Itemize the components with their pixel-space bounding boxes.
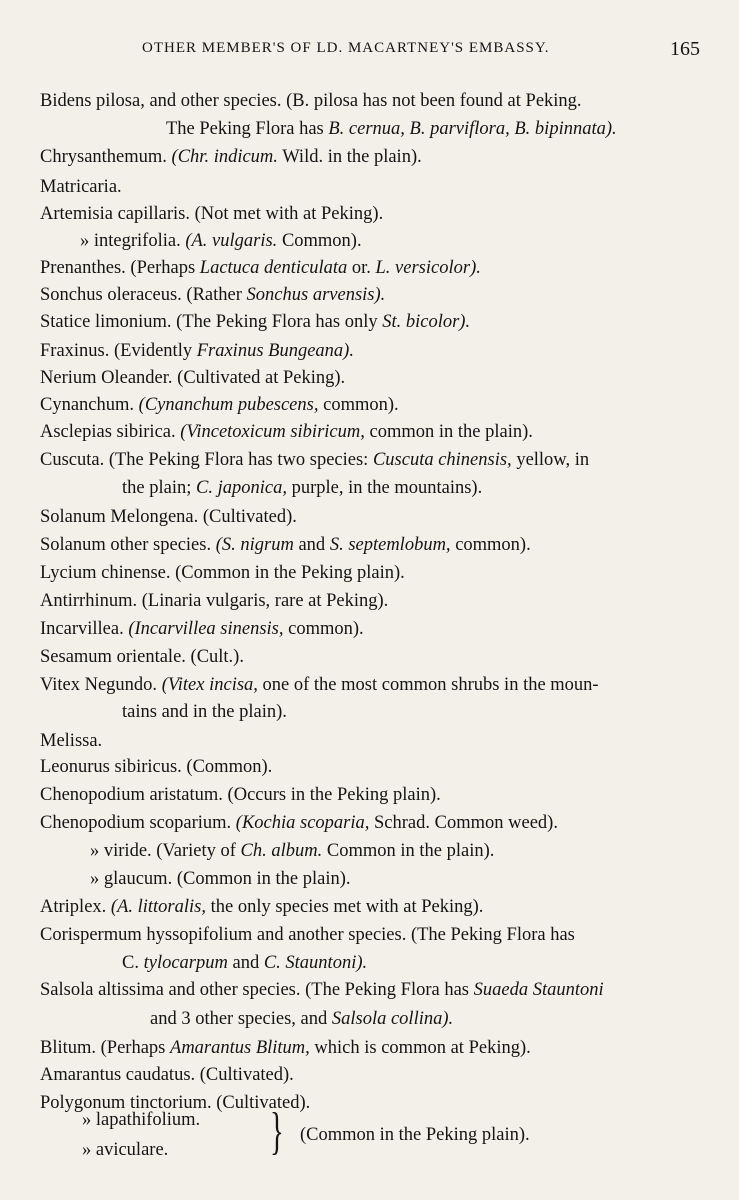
entry-artemisia-2 [80, 230, 362, 252]
entry-leonurus [40, 756, 272, 778]
text: tains and in the plain). [122, 702, 287, 722]
brace-note: (Common in the Peking plain). [300, 1125, 530, 1145]
text: The Peking Flora has [166, 119, 329, 139]
text: » viride. (Variety of [90, 841, 241, 861]
italic-text: Salsola collina). [331, 1009, 454, 1029]
text: common in the plain). [364, 422, 533, 442]
running-header [40, 40, 700, 64]
italic-text: Sonchus arvensis). [246, 285, 386, 305]
entry-asclepias [40, 421, 533, 443]
text: Chrysanthemum. [40, 147, 172, 167]
italic-text: (Incarvillea sinensis, [128, 619, 284, 639]
text: Prenanthes. (Perhaps [40, 258, 200, 278]
italic-text: (Vitex incisa, [161, 675, 258, 695]
entry-nerium [40, 367, 345, 389]
text: Artemisia capillaris. (Not met with at Peking). [40, 204, 384, 224]
italic-text: Suaeda Stauntoni [473, 980, 604, 1000]
text: Solanum Melongena. (Cultivated). [40, 507, 297, 527]
italic-text: St. bicolor). [382, 312, 471, 332]
text: the plain; [122, 478, 196, 498]
text: Schrad. Common weed). [369, 813, 558, 833]
entry-salsola-1 [40, 979, 604, 1001]
entry-bidens-1 [40, 90, 582, 112]
text: Lycium chinense. (Common in the Peking plain). [40, 563, 405, 583]
italic-text: Lactuca denticulata [199, 258, 348, 278]
text: Wild. in the plain). [277, 147, 422, 167]
italic-text: B. cernua, B. parviflora, B. bipinnata). [328, 119, 617, 139]
italic-text: Fraxinus Bungeana). [196, 341, 354, 361]
curly-brace: } [270, 1103, 284, 1160]
text: Vitex Negundo. [40, 675, 162, 695]
italic-text: Ch. album. [240, 841, 323, 861]
entry-fraxinus [40, 340, 354, 362]
text: Corispermum hyssopifolium and another species. (The Peking Flora has [40, 925, 575, 945]
text: Nerium Oleander. (Cultivated at Peking). [40, 368, 346, 388]
text: C. [122, 953, 144, 973]
text: Chenopodium aristatum. (Occurs in the Peking plain). [40, 785, 441, 805]
text: the only species met with at Peking). [205, 897, 484, 917]
entry-vitex-2 [122, 701, 287, 723]
entry-chenopodium-3 [90, 840, 494, 862]
text: Blitum. (Perhaps [40, 1038, 171, 1058]
entry-corispermum-1 [40, 924, 575, 946]
text: and 3 other species, and [150, 1009, 332, 1029]
italic-text: S. septemlobum, [329, 535, 451, 555]
italic-text: Amarantus Blitum, [170, 1038, 310, 1058]
text: Amarantus caudatus. (Cultivated). [40, 1065, 294, 1085]
entry-chenopodium-1 [40, 784, 441, 806]
text: or. [347, 258, 376, 278]
text: common). [283, 619, 364, 639]
italic-text: C. Stauntoni). [263, 953, 368, 973]
text: Melissa. [40, 731, 103, 751]
text: common). [318, 395, 399, 415]
text: yellow, in [511, 450, 590, 470]
text: common). [450, 535, 531, 555]
entry-cynanchum [40, 394, 399, 416]
italic-text: (A. vulgaris. [185, 231, 278, 251]
italic-text: L. versicolor). [375, 258, 481, 278]
italic-text: (Vincetoxicum sibiricum, [180, 422, 365, 442]
text: Chenopodium scoparium. [40, 813, 236, 833]
text: purple, in the mountains). [286, 478, 483, 498]
text: Matricaria. [40, 177, 122, 197]
text: Fraxinus. (Evidently [40, 341, 197, 361]
italic-text: (Kochia scoparia, [235, 813, 370, 833]
entry-sesamum [40, 646, 244, 668]
entry-salsola-2 [150, 1008, 453, 1030]
text: Asclepias sibirica. [40, 422, 181, 442]
italic-text: (Chr. indicum. [171, 147, 278, 167]
polygonum-aviculare: » aviculare. [82, 1140, 169, 1160]
text: and [293, 535, 330, 555]
header-title: OTHER MEMBER'S OF LD. MACARTNEY'S EMBASSY. [142, 40, 550, 56]
polygonum-brace-group [82, 1103, 642, 1170]
text: Leonurus sibiricus. (Common). [40, 757, 273, 777]
text: Solanum other species. [40, 535, 216, 555]
italic-text: (A. littoralis, [110, 897, 206, 917]
entry-matricaria [40, 176, 122, 198]
entry-melissa [40, 730, 102, 752]
entry-antirrhinum [40, 590, 388, 612]
text: » glaucum. (Common in the plain). [90, 869, 351, 889]
entry-blitum [40, 1037, 531, 1059]
text: Common in the plain). [322, 841, 495, 861]
entry-corispermum-2 [122, 952, 367, 974]
entry-chenopodium-2 [40, 812, 558, 834]
text: one of the most common shrubs in the moun- [257, 675, 599, 695]
page-number: 165 [670, 38, 700, 60]
text: Salsola altissima and other species. (The Peking Flora has [40, 980, 474, 1000]
text: Antirrhinum. (Linaria vulgaris, rare at Peking). [40, 591, 389, 611]
text: Cuscuta. (The Peking Flora has two species: [40, 450, 373, 470]
text: Sonchus oleraceus. (Rather [40, 285, 247, 305]
entry-sonchus [40, 284, 385, 306]
entry-prenanthes [40, 257, 481, 279]
text: Common). [277, 231, 362, 251]
italic-text: (S. nigrum [215, 535, 294, 555]
entry-chrysanthemum [40, 146, 422, 168]
entry-amarantus [40, 1064, 294, 1086]
entry-atriplex [40, 896, 483, 918]
entry-chenopodium-4 [90, 868, 351, 890]
entry-cuscuta-2 [122, 477, 482, 499]
italic-text: tylocarpum [143, 953, 228, 973]
italic-text: C. japonica, [195, 478, 287, 498]
text: Sesamum orientale. (Cult.). [40, 647, 244, 667]
text: and [227, 953, 264, 973]
italic-text: Cuscuta chinensis, [372, 450, 512, 470]
text: which is common at Peking). [309, 1038, 531, 1058]
entry-incarvillea [40, 618, 364, 640]
text: Atriplex. [40, 897, 111, 917]
text: Incarvillea. [40, 619, 129, 639]
entry-artemisia-1 [40, 203, 383, 225]
text: Statice limonium. (The Peking Flora has only [40, 312, 383, 332]
entry-solanum-2 [40, 534, 531, 556]
entry-cuscuta-1 [40, 449, 589, 471]
italic-text: (Cynanchum pubescens, [138, 395, 319, 415]
entry-lycium [40, 562, 405, 584]
text: Cynanchum. [40, 395, 139, 415]
text: Polygonum tinctorium. (Cultivated). [40, 1093, 311, 1113]
text: » integrifolia. [80, 231, 186, 251]
polygonum-lapathifolium: » lapathifolium. [82, 1110, 201, 1130]
entry-statice [40, 311, 470, 333]
text: Bidens pilosa, and other species. (B. pilosa has not been found at Peking. [40, 91, 582, 111]
entry-solanum-1 [40, 506, 297, 528]
entry-vitex-1 [40, 674, 599, 696]
entry-bidens-2 [166, 118, 617, 140]
